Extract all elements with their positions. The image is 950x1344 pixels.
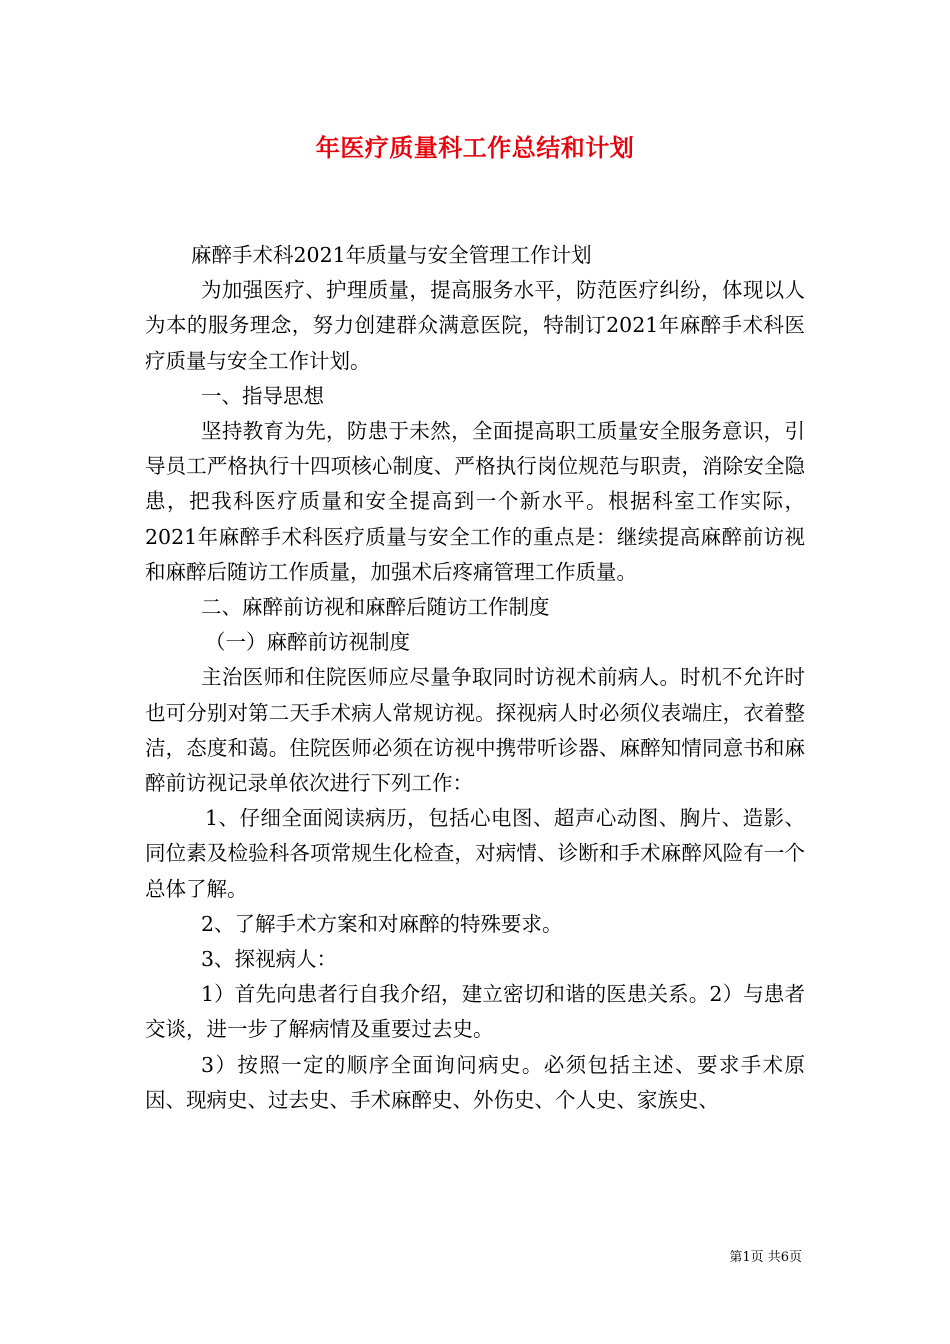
paragraph: 坚持教育为先，防患于未然，全面提高职工质量安全服务意识，引导员工严格执行十四项核心制度、严格执行岗位规范与职责，消除安全隐患，把我科医疗质量和安全提高到一个新水平。根据科室工作实际，2021年麻醉手术科医疗质量与安全工作的重点是：继续提高麻醉前访视和麻醉后随访工作质量，加强术后疼痛管理工作质量。 xyxy=(145,419,805,584)
paragraph: 1）首先向患者行自我介绍，建立密切和谐的医患关系。2）与患者交谈，进一步了解病情及重要过去史。 xyxy=(145,982,805,1042)
paragraph: 二、麻醉前访视和麻醉后随访工作制度 xyxy=(201,595,550,620)
document-body xyxy=(145,238,805,1118)
document-title: 年医疗质量科工作总结和计划 xyxy=(315,134,635,162)
paragraph: 1、仔细全面阅读病历，包括心电图、超声心动图、胸片、造影、同位素及检验科各项常规生化检查，对病情、诊断和手术麻醉风险有一个总体了解。 xyxy=(145,806,805,901)
paragraph: 一、指导思想 xyxy=(201,383,324,408)
paragraph: 麻醉手术科2021年质量与安全管理工作计划 xyxy=(191,243,592,267)
page-footer: 第1页 共6页 xyxy=(729,1250,802,1265)
paragraph: 3）按照一定的顺序全面询问病史。必须包括主述、要求手术原因、现病史、过去史、手术麻醉史、外伤史、个人史、家族史、 xyxy=(145,1052,805,1112)
paragraph: 3、探视病人： xyxy=(201,947,338,972)
paragraph: （一）麻醉前访视制度 xyxy=(205,630,410,655)
paragraph: 2、了解手术方案和对麻醉的特殊要求。 xyxy=(201,911,563,936)
paragraph: 为加强医疗、护理质量，提高服务水平，防范医疗纠纷，体现以人为本的服务理念，努力创建群众满意医院，特制订2021年麻醉手术科医疗质量与安全工作计划。 xyxy=(145,278,805,373)
paragraph: 主治医师和住院医师应尽量争取同时访视术前病人。时机不允许时也可分别对第二天手术病人常规访视。探视病人时必须仪表端庄，衣着整洁，态度和蔼。住院医师必须在访视中携带听诊器、麻醉知情同意书和麻醉前访视记录单依次进行下列工作： xyxy=(145,665,805,796)
